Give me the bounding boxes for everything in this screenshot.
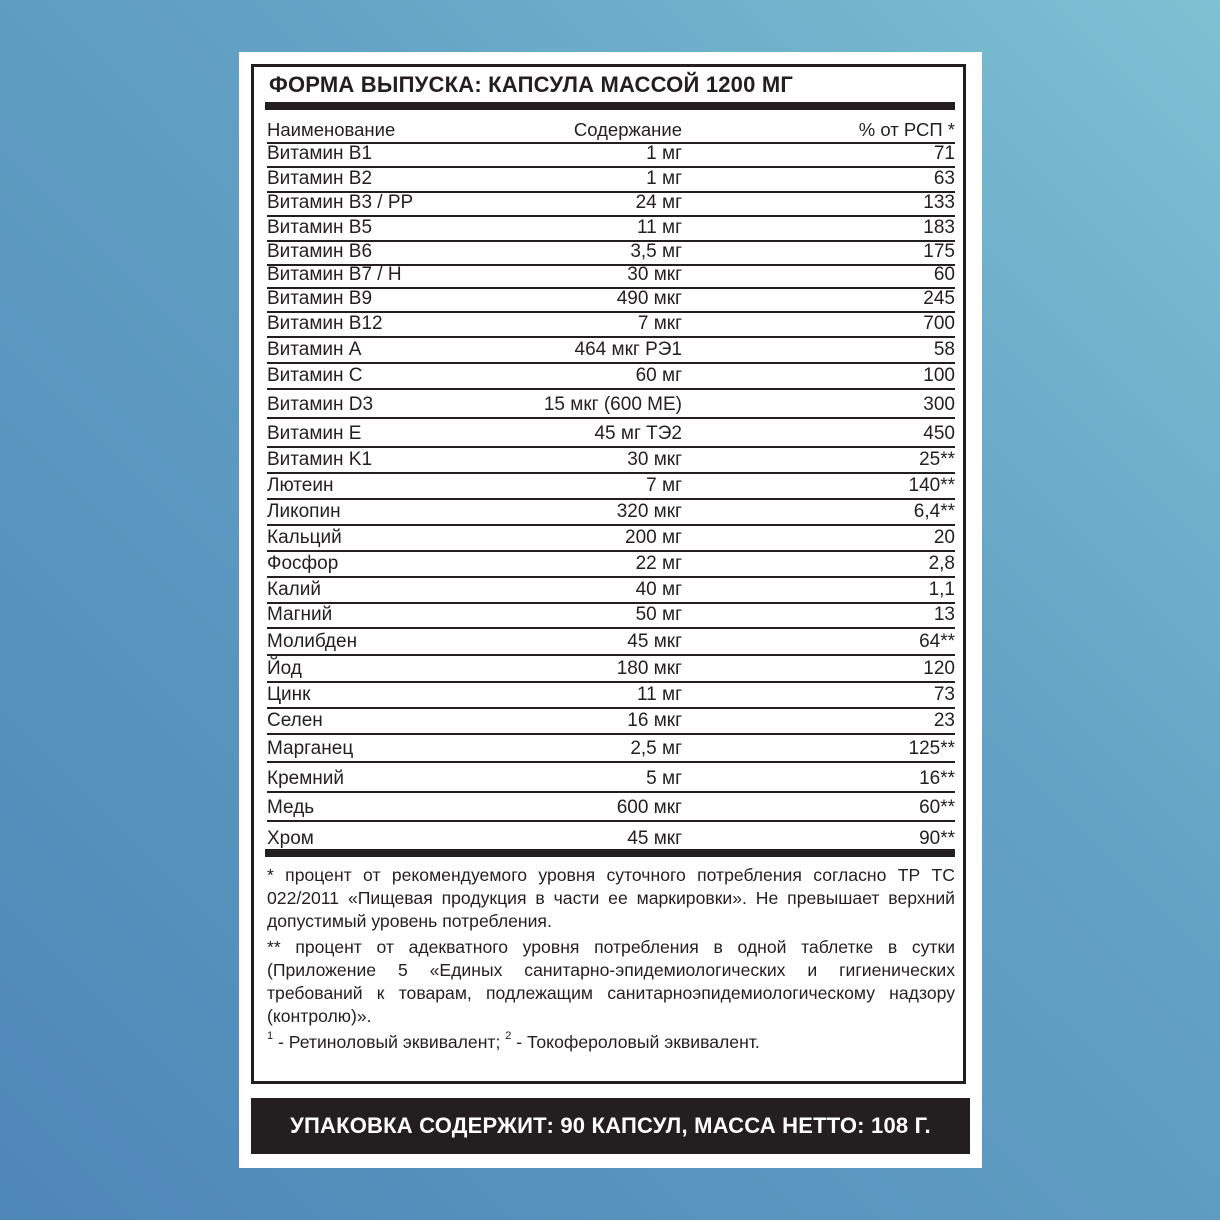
table-row xyxy=(267,763,955,793)
nutrient-percent: 245 xyxy=(923,288,955,309)
footnote-double-asterisk: ** процент от адекватного уровня потребления в одной таблетке в сутки (Приложение 5 «Единых санитарно-эпидемиологических и гигиенических требований к товарам, подлежащим санитарноэпидемиологическому надзору (контролю)». xyxy=(267,937,955,1026)
footnote-retinol: - Ретиноловый эквивалент; xyxy=(273,1032,506,1052)
nutrient-percent: 16** xyxy=(919,768,955,789)
nutrient-percent: 125** xyxy=(908,738,955,759)
nutrient-percent: 2,8 xyxy=(928,553,955,574)
nutrient-amount: 2,5 мг xyxy=(630,738,682,759)
table-row xyxy=(267,552,955,578)
nutrient-name: Калий xyxy=(267,579,321,600)
nutrient-percent: 90** xyxy=(919,828,955,849)
nutrient-percent: 63 xyxy=(933,168,955,189)
nutrient-name: Селен xyxy=(267,710,323,731)
table-row xyxy=(267,289,955,313)
title-divider xyxy=(265,102,955,110)
table-row xyxy=(267,144,955,168)
nutrient-amount: 1 мг xyxy=(646,143,682,164)
nutrient-amount: 11 мг xyxy=(637,217,682,238)
nutrient-percent: 450 xyxy=(923,423,955,444)
nutrient-percent: 133 xyxy=(923,192,955,213)
nutrient-name: Медь xyxy=(267,797,315,818)
nutrient-percent: 300 xyxy=(923,394,955,415)
nutrient-percent: 13 xyxy=(933,604,955,625)
nutrient-amount: 1 мг xyxy=(646,168,682,189)
table-row xyxy=(267,168,955,193)
nutrient-name: Витамин B2 xyxy=(267,168,373,189)
nutrient-amount: 24 мг xyxy=(635,192,682,213)
release-form-title: ФОРМА ВЫПУСКА: КАПСУЛА МАССОЙ 1200 МГ xyxy=(269,72,794,97)
column-header-percent: % от РСП * xyxy=(858,119,955,140)
nutrient-percent: 23 xyxy=(933,710,955,731)
supplement-facts-card xyxy=(239,52,982,1168)
table-row xyxy=(267,735,955,763)
nutrient-percent: 100 xyxy=(923,365,955,386)
nutrient-name: Магний xyxy=(267,604,333,625)
table-row xyxy=(267,474,955,500)
nutrient-name: Витамин K1 xyxy=(267,449,373,470)
table-row xyxy=(267,604,955,629)
nutrient-percent: 700 xyxy=(923,313,955,334)
footnote-tocopherol: - Токофероловый эквивалент. xyxy=(511,1032,760,1052)
nutrient-name: Кальций xyxy=(267,527,342,548)
nutrient-name: Хром xyxy=(267,828,314,849)
nutrient-percent: 6,4** xyxy=(913,501,955,522)
nutrient-amount: 490 мкг xyxy=(616,288,682,309)
nutrient-amount: 600 мкг xyxy=(616,797,682,818)
table-header xyxy=(267,116,955,142)
nutrient-name: Лютеин xyxy=(267,475,334,496)
nutrient-amount: 50 мг xyxy=(635,604,682,625)
nutrient-amount: 30 мкг xyxy=(627,264,682,285)
footnote-asterisk: * процент от рекомендуемого уровня суточного потребления согласно ТР ТС 022/2011 «Пищевая продукция в части ее маркировки». Не превышает верхний допустимый уровень потребления. xyxy=(267,865,955,931)
nutrient-percent: 175 xyxy=(923,241,955,262)
nutrient-name: Кремний xyxy=(267,768,344,789)
table-row xyxy=(267,266,955,289)
nutrient-amount: 15 мкг (600 МЕ) xyxy=(543,394,682,415)
nutrient-amount: 45 мг ТЭ2 xyxy=(594,423,682,444)
table-row xyxy=(267,217,955,242)
footnote-sup-1: 1 xyxy=(267,1030,274,1042)
nutrient-name: Витамин C xyxy=(267,365,363,386)
nutrient-name: Ликопин xyxy=(267,501,341,522)
nutrient-name: Фосфор xyxy=(267,553,339,574)
nutrient-percent: 120 xyxy=(923,658,955,679)
column-header-content: Содержание xyxy=(573,119,682,140)
nutrient-percent: 25** xyxy=(919,449,955,470)
nutrient-amount: 60 мг xyxy=(635,365,682,386)
nutrient-name: Витамин B12 xyxy=(267,313,383,334)
nutrient-amount: 180 мкг xyxy=(616,658,682,679)
nutrient-amount: 5 мг xyxy=(646,768,682,789)
nutrient-amount: 16 мкг xyxy=(627,710,682,731)
table-row xyxy=(267,683,955,709)
nutrient-percent: 58 xyxy=(933,339,955,360)
table-row xyxy=(267,338,955,364)
nutrient-amount: 11 мг xyxy=(637,684,682,705)
table-row xyxy=(267,709,955,735)
table-row xyxy=(267,822,955,851)
nutrient-amount: 22 мг xyxy=(635,553,682,574)
table-row xyxy=(267,419,955,448)
table-row xyxy=(267,500,955,526)
table-row xyxy=(267,193,955,217)
nutrient-percent: 60 xyxy=(933,264,955,285)
nutrient-amount: 7 мг xyxy=(646,475,682,496)
nutrient-name: Йод xyxy=(267,658,302,679)
table-row xyxy=(267,526,955,552)
nutrient-percent: 1,1 xyxy=(928,579,955,600)
table-row xyxy=(267,578,955,604)
nutrient-name: Марганец xyxy=(267,738,354,759)
footnote-equivalents xyxy=(267,1031,955,1054)
nutrient-percent: 20 xyxy=(933,527,955,548)
table-row xyxy=(267,793,955,822)
nutrient-name: Витамин B3 / PP xyxy=(267,192,414,213)
nutrient-percent: 64** xyxy=(919,631,955,652)
nutrient-name: Витамин B5 xyxy=(267,217,373,238)
table-row xyxy=(267,448,955,474)
nutrient-name: Витамин B1 xyxy=(267,143,373,164)
nutrient-name: Молибден xyxy=(267,631,358,652)
footnote-sup-2: 2 xyxy=(505,1030,512,1042)
package-contents-banner: УПАКОВКА СОДЕРЖИТ: 90 КАПСУЛ, МАССА НЕТТО: 108 Г. xyxy=(251,1098,970,1154)
nutrient-amount: 40 мг xyxy=(635,579,682,600)
table-row xyxy=(267,390,955,419)
nutrient-amount: 45 мкг xyxy=(627,828,682,849)
nutrient-name: Витамин D3 xyxy=(267,394,374,415)
footnotes xyxy=(267,864,955,1057)
nutrient-percent: 73 xyxy=(933,684,955,705)
nutrient-amount: 320 мкг xyxy=(616,501,682,522)
nutrient-percent: 140** xyxy=(908,475,955,496)
nutrient-amount: 3,5 мг xyxy=(630,241,682,262)
table-row xyxy=(267,656,955,683)
nutrient-name: Витамин A xyxy=(267,339,362,360)
nutrient-amount: 200 мг xyxy=(625,527,682,548)
nutrient-percent: 71 xyxy=(933,143,955,164)
table-row xyxy=(267,364,955,390)
nutrient-table xyxy=(267,144,955,851)
nutrient-name: Витамин B9 xyxy=(267,288,373,309)
nutrient-percent: 183 xyxy=(923,217,955,238)
nutrient-amount: 7 мкг xyxy=(637,313,682,334)
nutrient-amount: 30 мкг xyxy=(627,449,682,470)
table-row xyxy=(267,313,955,338)
nutrient-name: Витамин E xyxy=(267,423,362,444)
table-bottom-divider xyxy=(265,849,955,857)
table-row xyxy=(267,242,955,266)
nutrient-name: Витамин B7 / H xyxy=(267,264,402,285)
nutrient-name: Цинк xyxy=(267,684,311,705)
nutrient-amount: 45 мкг xyxy=(627,631,682,652)
table-row xyxy=(267,629,955,656)
nutrient-percent: 60** xyxy=(919,797,955,818)
column-header-name: Наименование xyxy=(267,119,396,140)
nutrient-amount: 464 мкг РЭ1 xyxy=(574,339,682,360)
nutrient-name: Витамин B6 xyxy=(267,241,373,262)
